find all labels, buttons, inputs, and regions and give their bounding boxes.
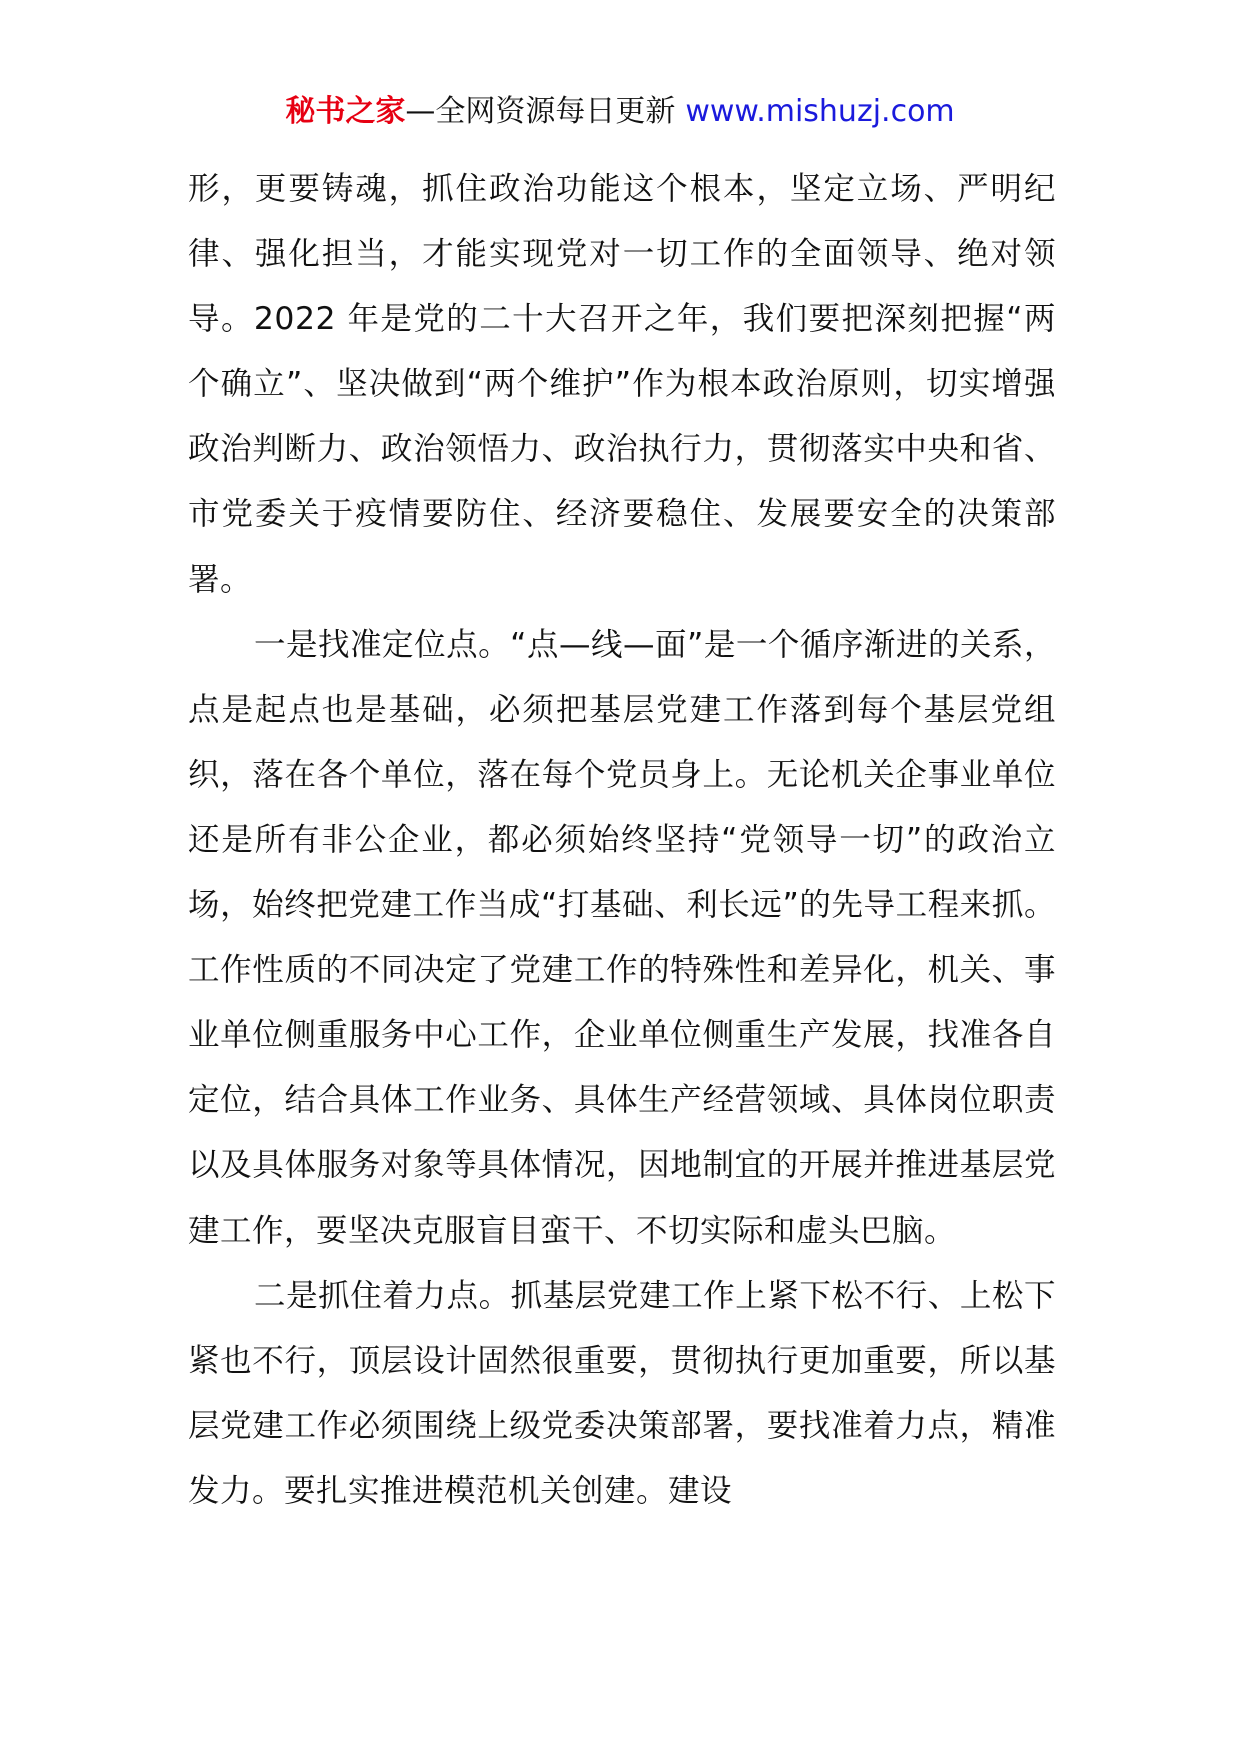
paragraph-3: 二是抓住着力点。抓基层党建工作上紧下松不行、上松下紧也不行，顶层设计固然很重要，贯彻执行更加重要，所以基层党建工作必须围绕上级党委决策部署，要找准着力点，精准发力。要扎实推进模范机关创建。建设	[188, 1277, 1056, 1509]
brand-name: 秘书之家	[285, 94, 406, 129]
paragraph-1: 形，更要铸魂，抓住政治功能这个根本，坚定立场、严明纪律、强化担当，才能实现党对一切工作的全面领导、绝对领导。2022 年是党的二十大召开之年，我们要把深刻把握“两个确立”、坚决做到“两个维护”作为根本政治原则，切实增强政治判断力、政治领悟力、政治执行力，贯彻落实中央和省、市党委关于疫情要防住、经济要稳住、发展要安全的决策部署。	[188, 171, 1056, 598]
site-header	[0, 92, 1240, 132]
paragraph-2: 一是找准定位点。“点—线—面”是一个循序渐进的关系，点是起点也是基础，必须把基层党建工作落到每个基层党组织，落在各个单位，落在每个党员身上。无论机关企事业单位还是所有非公企业，都必须始终坚持“党领导一切”的政治立场，始终把党建工作当成“打基础、利长远”的先导工程来抓。工作性质的不同决定了党建工作的特殊性和差异化，机关、事业单位侧重服务中心工作，企业单位侧重生产发展，找准各自定位，结合具体工作业务、具体生产经营领域、具体岗位职责以及具体服务对象等具体情况，因地制宜的开展并推进基层党建工作，要坚决克服盲目蛮干、不切实际和虚头巴脑。	[188, 626, 1056, 1249]
document-body	[188, 157, 1056, 1524]
site-url-link[interactable]: www.mishuzj.com	[685, 94, 955, 129]
header-tagline: —全网资源每日更新	[405, 94, 676, 129]
